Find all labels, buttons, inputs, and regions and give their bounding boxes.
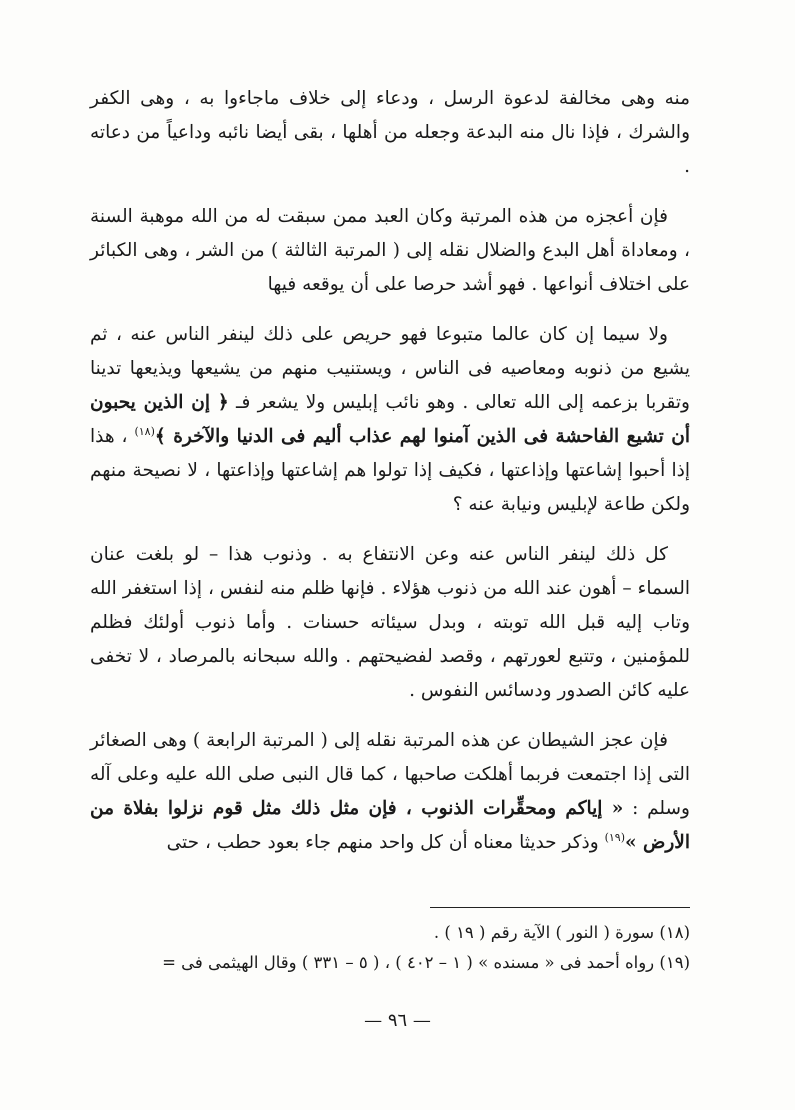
paragraph-2-text: فإن أعجزه من هذه المرتبة وكان العبد ممن سبقت له من الله موهبة السنة ، ومعاداة أهل البدع والضلال نقله إلى ( المرتبة الثالثة ) من الشر ، وهى الكبائر على اختلاف أنواعها . فهو أشد حرصا على أن يوقعه فيها (90, 206, 690, 295)
page-body (90, 82, 690, 860)
paragraph-3 (90, 318, 690, 522)
paragraph-4-text: كل ذلك لينفر الناس عنه وعن الانتفاع به . وذنوب هذا – لو بلغت عنان السماء – أهون عند الله من ذنوب هؤلاء . فإنها ظلم منه لنفس ، إذا استغفر الله وتاب إليه قبل الله توبته ، وبدل سيئاته حسنات . وأما ذنوب أولئك فظلم للمؤمنين ، وتتبع لعورتهم ، وقصد لفضيحتهم . والله سبحانه بالمرصاد ، لا تخفى عليه كائن الصدور ودسائس النفوس . (90, 544, 690, 701)
paragraph-1 (90, 82, 690, 184)
hadith-quote: « إياكم ومحقِّرات الذنوب ، فإن مثل ذلك مثل قوم نزلوا بفلاة من الأرض » (90, 798, 690, 853)
footnote-divider (430, 907, 690, 908)
page-number: — ٩٦ — (364, 1010, 431, 1031)
paragraph-5 (90, 724, 690, 860)
paragraph-3-text-a: ولا سيما إن كان عالما متبوعا فهو حريص على ذلك لينفر الناس عنه ، ثم يشيع من ذنوبه ومعاصيه فى الناس ، ويستنيب منهم من يشيعها ويذيعها تدينا وتقربا بزعمه إلى الله تعالى . وهو نائب إبليس ولا يشعر فـ (90, 324, 690, 413)
paragraph-5-text-b: وذكر حديثا معناه أن كل واحد منهم جاء بعود حطب ، حتى (166, 832, 599, 853)
footnote-ref-19: (١٩) (604, 830, 625, 844)
footnotes (90, 918, 690, 978)
paragraph-4 (90, 538, 690, 708)
footnote-18: (١٨) سورة ( النور ) الآية رقم ( ١٩ ) . (433, 923, 690, 942)
footnote-ref-18: (١٨) (134, 424, 155, 438)
quran-quote: ﴿ إن الذين يحبون أن تشيع الفاحشة فى الذين آمنوا لهم عذاب أليم فى الدنيا والآخرة ﴾ (90, 392, 690, 447)
paragraph-2 (90, 200, 690, 302)
paragraph-1-text: منه وهى مخالفة لدعوة الرسل ، ودعاء إلى خلاف ماجاءوا به ، وهى الكفر والشرك ، فإذا نال منه البدعة وجعله من أهلها ، بقى أيضا نائبه وداعياً من دعاته . (90, 88, 690, 177)
paragraph-5-text-a: فإن عجز الشيطان عن هذه المرتبة نقله إلى ( المرتبة الرابعة ) وهى الصغائر التى إذا اجتمعت فربما أهلكت صاحبها ، كما قال النبى صلى الله عليه وعلى آله وسلم : (90, 730, 690, 819)
footnote-19: (١٩) رواه أحمد فى « مسنده » ( ١ – ٤٠٢ ) ، ( ٥ – ٣٣١ ) وقال الهيثمى فى = (162, 953, 690, 972)
paragraph-3-text-b: ، هذا إذا أحبوا إشاعتها وإذاعتها ، فكيف إذا تولوا هم إشاعتها وإذاعتها ، لا نصيحة منهم ولكن طاعة لإبليس ونيابة عنه ؟ (90, 426, 690, 515)
